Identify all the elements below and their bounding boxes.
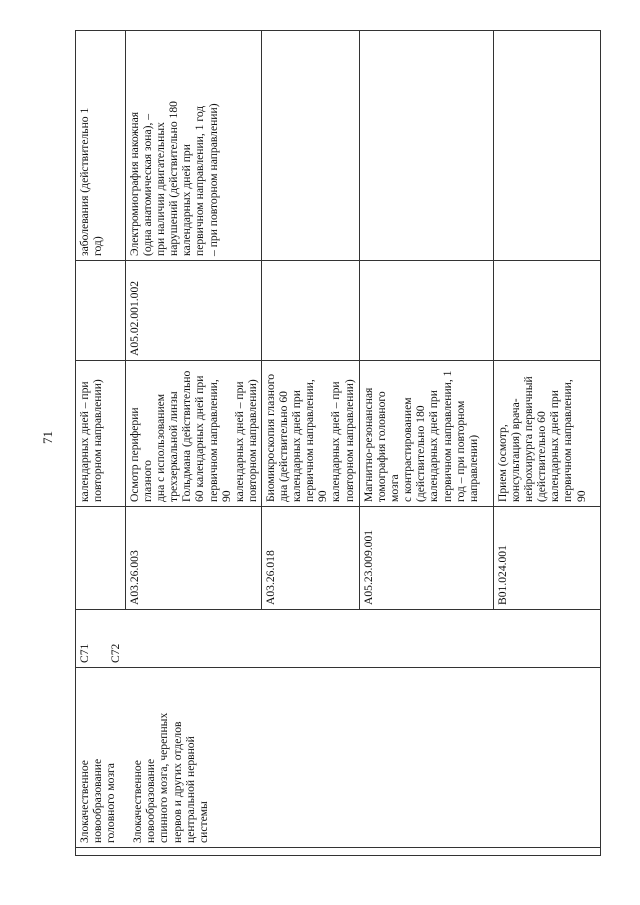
icd-code: C72: [109, 643, 123, 663]
service-code-cell: [261, 261, 359, 361]
service-name-cell: календарных дней – при повторном направлении): [76, 361, 126, 507]
service-name-cell: Электромиография накожная (одна анатомическая зона), – при наличии двигательных нарушений (действительно 180 календарных дней при первичном направлении, 1 год – при повторном направлении): [126, 31, 262, 261]
service-code-cell: A05.02.001.002: [126, 261, 262, 361]
page-number: 71: [40, 431, 55, 444]
icd-code: C71: [78, 643, 91, 663]
service-code-cell: A03.26.018: [261, 507, 359, 610]
table-row: [76, 31, 126, 856]
service-name-cell: Магнитно-резонансная томография головного мозга с контрастированием (действительно 180 календарных дней при первичном направлении, 1 год – при повторном направлении): [359, 361, 493, 507]
rotated-page-content: [75, 31, 596, 856]
icd-code-cell: [76, 610, 601, 668]
service-code-cell: A05.23.009.001: [359, 507, 493, 610]
service-code-cell: A03.26.003: [126, 507, 262, 610]
disease-cell: [76, 668, 601, 848]
service-name-cell: [261, 31, 359, 261]
service-name-cell: заболевания (действительно 1 год): [76, 31, 126, 261]
service-code-cell: [359, 261, 493, 361]
service-name-cell: Прием (осмотр, консультация) врача- нейрохирурга первичный (действительно 60 календарных дней при первичном направлении, 90: [493, 361, 600, 507]
service-name-cell: [359, 31, 493, 261]
service-code-cell: [493, 261, 600, 361]
service-name-cell: Осмотр периферии глазного дна с использованием трехзеркальной линзы Гольдмана (действительно 60 календарных дней при первичном направлении, 90 календарных дней – при повторном направлении): [126, 361, 262, 507]
service-code-cell: B01.024.001: [493, 507, 600, 610]
service-name-cell: Биомикроскопия глазного дна (действительно 60 календарных дней при первичном направлении, 90 календарных дней – при повторном направлении): [261, 361, 359, 507]
disease-name: Злокачественное новообразование спинного мозга, черепных нервов и других отделов центральной нервной системы: [131, 712, 210, 843]
services-table: [75, 30, 601, 856]
service-name-cell: [493, 31, 600, 261]
service-code-cell: [76, 261, 126, 361]
disease-name: Злокачественное новообразование головного мозга: [78, 758, 118, 843]
margin-cell: [76, 848, 601, 856]
service-code-cell: [76, 507, 126, 610]
